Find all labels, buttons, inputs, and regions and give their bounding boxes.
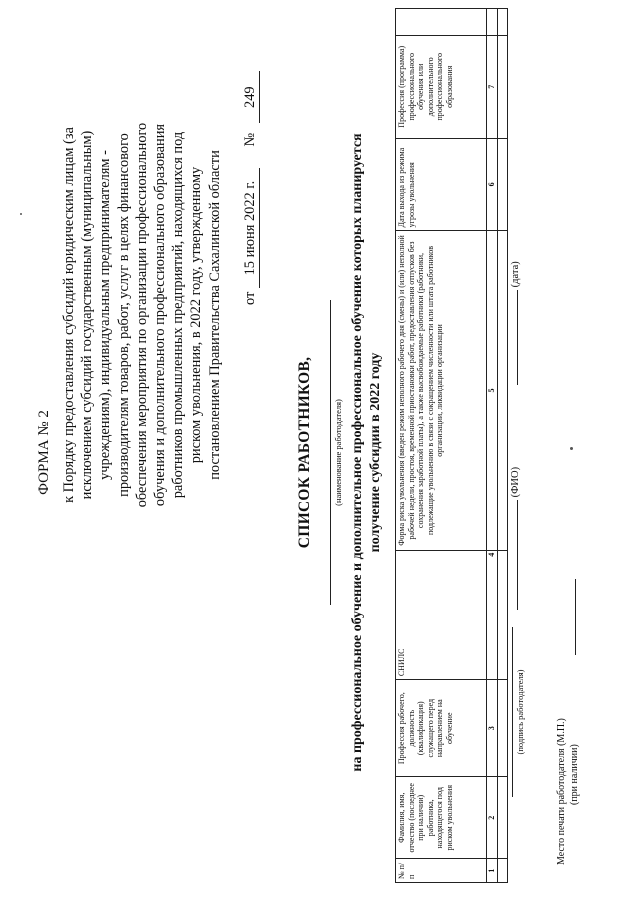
date-field [510,261,521,385]
col-header-risk-form: Форма риска увольнения (введен режим неполного рабочего дня (смены) и (или) неполной рабочей недели, простоя, временной приостановки работ, предоставления отпусков без сохранения заработной платы), а также высвобождаемые работники (работники, подлежащие увольнению в связи с сокращением численности или штата работников организации, ликвидации организации [396,231,487,550]
table-cell-empty [497,138,507,231]
list-subtitle: на профессиональное обучение и дополнительное профессиональное обучение которых планируется [350,133,365,772]
fio-field [510,467,521,610]
intro-line: учреждениям), индивидуальным предпринимателям - [97,150,114,480]
table-cell-empty [396,9,487,36]
col-number: 7 [487,36,498,139]
col-number: 2 [487,777,498,859]
date-underline [517,290,518,385]
decree-reference [242,71,260,305]
scan-speck [20,213,22,215]
col-number: 1 [487,859,498,883]
col-header-position: Профессия рабочего, должность (квалификация) служащего перед направлением на обучение [396,680,487,777]
fio-underline [517,500,518,610]
intro-line: постановлением Правительства Сахалинской области [206,150,223,480]
intro-line: исключением субсидий государственным (муниципальным) [79,130,96,500]
decree-number: 249 [242,71,260,123]
col-number: 4 [487,550,498,679]
date-label: (дата) [510,261,521,288]
table-cell-empty [497,680,507,777]
signature-caption: (подпись работодателя) [515,669,525,755]
table-cell-empty [497,859,507,883]
signature-line [512,627,513,797]
table-cell-empty [497,777,507,859]
col-number: 5 [487,231,498,550]
stamp-label: Место печати работодателя (М.П.) [556,718,567,865]
table-cell-empty [497,550,507,679]
form-title: ФОРМА № 2 [36,410,52,495]
table-cell-empty [497,9,507,36]
decree-date: 15 июня 2022 г. [242,168,260,288]
intro-line: работников промышленных предприятий, находящихся под [170,131,187,499]
table-cell-empty [487,9,498,36]
intro-line: обучения и дополнительного профессионального образования [152,123,169,507]
col-header-number: № п/п [396,859,487,883]
intro-line: к Порядку предоставления субсидий юридическим лицам (за [61,127,77,503]
col-header-full-name: Фамилия, имя, отчество (последнее при наличии) работника, находящегося под риском увольнения [396,777,487,859]
intro-line: риском увольнения, в 2022 году, утвержденному [188,166,205,464]
stamp-line [575,579,576,655]
employees-table [395,8,508,883]
list-subtitle: получение субсидии в 2022 году [368,352,383,553]
col-header-exit-date: Дата выхода из режима угрозы увольнения [396,138,487,231]
table-row [497,9,507,883]
col-number: 6 [487,138,498,231]
table-cell-empty [497,231,507,550]
employer-caption: (наименование работодателя) [333,399,343,506]
list-title: СПИСОК РАБОТНИКОВ, [296,356,313,549]
col-number: 3 [487,680,498,777]
decree-from-label: от [242,291,258,305]
employer-name-line [330,300,331,605]
col-header-snils: СНИЛС [396,550,487,679]
col-header-training-program: Профессия (программа) профессионального обучения или дополнительного профессионального образования [396,36,487,139]
intro-line: обеспечения мероприятия по организации профессионального [133,122,150,508]
intro-line: производителям товаров, работ, услуг в целях финансового [115,133,132,497]
scan-speck [570,447,573,450]
decree-number-label: № [242,132,258,147]
stamp-note: (при наличии) [569,744,580,805]
intro-paragraph [60,55,224,575]
table-cell-empty [497,36,507,139]
fio-label: (ФИО) [510,466,521,498]
